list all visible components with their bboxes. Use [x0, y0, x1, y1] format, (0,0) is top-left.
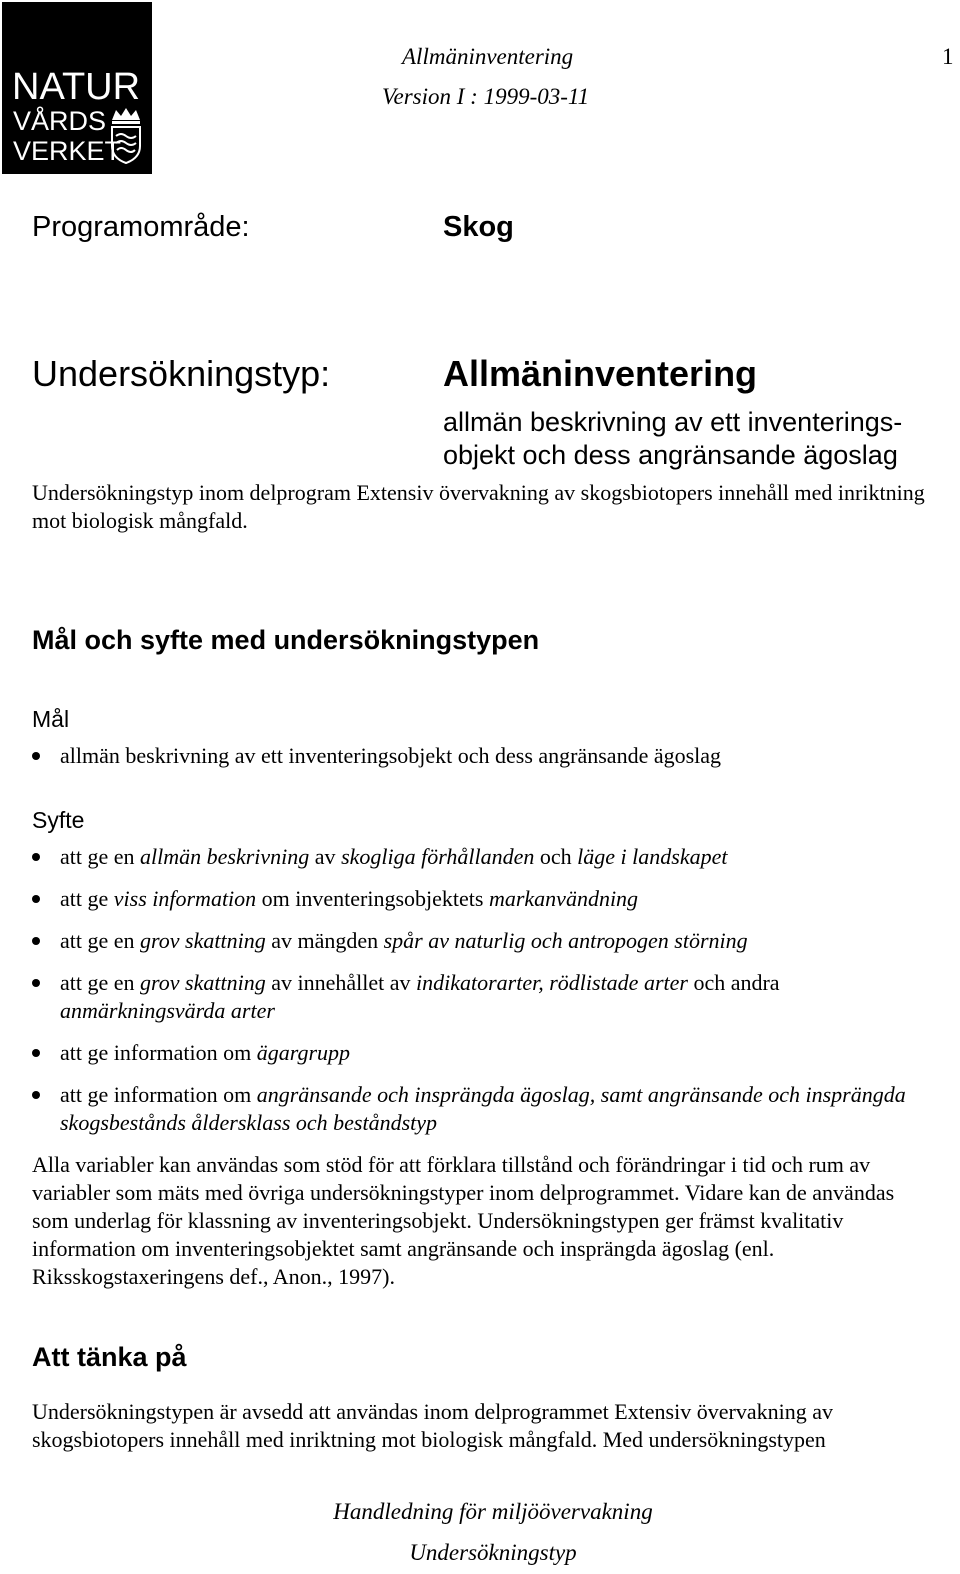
section-paragraph-goals: Alla variabler kan användas som stöd för att förklara tillstånd och förändringar i tid och rum av variabler som mäts med övriga undersökningstyper inom delprogrammet. Vidare kan de användas som underlag för klassning av inventeringsobjekt. Undersökningstypen ger främst kvalitativ information om inventeringsobjektet samt angränsande och insprängda ägoslag (enl. Riksskogstaxeringens def., Anon., 1997). [32, 1152, 895, 1289]
goal-list [32, 742, 922, 770]
logo-line-2: VÅRDS [13, 106, 107, 136]
purpose-list [32, 843, 922, 1137]
bullet-icon [32, 1049, 40, 1057]
header-version: Version I : 1999-03-11 [382, 84, 590, 109]
page-number: 1 [942, 44, 954, 69]
footer-line-1: Handledning för miljöövervakning [333, 1499, 653, 1524]
program-label: Programområde: [32, 211, 250, 243]
header-title: Allmäninventering [402, 44, 574, 69]
list-item: att ge information om ägargrupp [32, 1039, 922, 1067]
survey-type-subtitle-line-1: allmän beskrivning av ett inventerings- [443, 407, 903, 437]
list-item: att ge viss information om inventeringsobjektets markanvändning [32, 885, 922, 913]
section-heading-notes: Att tänka på [32, 1342, 187, 1372]
bullet-icon [32, 752, 40, 760]
crown-shield-icon [108, 106, 144, 164]
bullet-icon [32, 937, 40, 945]
list-item: att ge en allmän beskrivning av skogliga förhållanden och läge i landskapet [32, 843, 922, 871]
goal-label: Mål [32, 706, 70, 732]
bullet-icon [32, 1091, 40, 1099]
logo-line-3: VERKET [13, 136, 122, 166]
list-item: att ge en grov skattning av mängden spår av naturlig och antropogen störning [32, 927, 922, 955]
bullet-icon [32, 853, 40, 861]
list-item: att ge information om angränsande och insprängda ägoslag, samt angränsande och insprängda skogsbestånds åldersklass och beståndstyp [32, 1081, 922, 1137]
list-item: att ge en grov skattning av innehållet av indikatorarter, rödlistade arter och andra anmärkningsvärda arter [32, 969, 922, 1025]
footer-line-2: Undersökningstyp [409, 1540, 577, 1565]
bullet-icon [32, 895, 40, 903]
section-paragraph-notes: Undersökningstypen är avsedd att användas inom delprogrammet Extensiv övervakning av skogsbiotopers innehåll med inriktning mot biologisk mångfald. Med undersökningstypen [32, 1399, 833, 1452]
purpose-label: Syfte [32, 807, 85, 833]
list-item: allmän beskrivning av ett inventeringsobjekt och dess angränsande ägoslag [32, 742, 922, 770]
logo-line-1: NATUR [12, 66, 141, 108]
survey-type-subtitle-line-2: objekt och dess angränsande ägoslag [443, 440, 898, 470]
survey-type-label: Undersökningstyp: [32, 353, 331, 394]
program-value: Skog [443, 211, 514, 243]
survey-type-value: Allmäninventering [443, 353, 758, 394]
section-heading-goals: Mål och syfte med undersökningstypen [32, 625, 540, 655]
bullet-icon [32, 979, 40, 987]
naturvardsverket-logo [2, 2, 152, 174]
survey-type-note: Undersökningstyp inom delprogram Extensiv övervakning av skogsbiotopers innehåll med inriktning mot biologisk mångfald. [32, 480, 925, 533]
